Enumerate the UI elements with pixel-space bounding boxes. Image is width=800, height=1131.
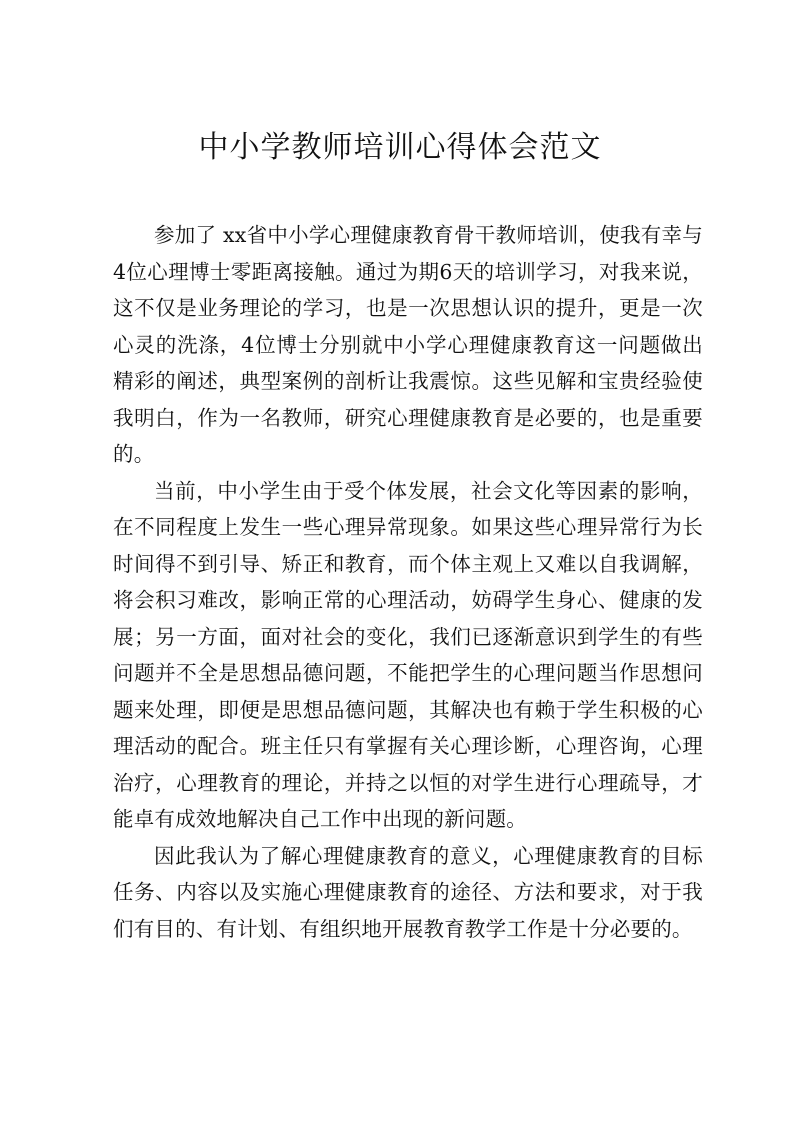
paragraph-2: 当前，中小学生由于受个体发展，社会文化等因素的影响，在不同程度上发生一些心理异常现象。如果这些心理异常行为长时间得不到引导、矫正和教育，而个体主观上又难以自我调解，将会积习难改，影响正常的心理活动，妨碍学生身心、健康的发展；另一方面，面对社会的变化，我们已逐渐意识到学生的有些问题并不全是思想品德问题，不能把学生的心理问题当作思想问题来处理，即便是思想品德问题，其解决也有赖于学生积极的心理活动的配合。班主任只有掌握有关心理诊断，心理咨询，心理治疗，心理教育的理论，并持之以恒的对学生进行心理疏导，才能卓有成效地解决自己工作中出现的新问题。: [113, 478, 703, 831]
paragraph-3: 因此我认为了解心理健康教育的意义，心理健康教育的目标任务、内容以及实施心理健康教育的途径、方法和要求，对于我们有目的、有计划、有组织地开展教育教学工作是十分必要的。: [113, 843, 703, 941]
paragraph-1: 参加了 xx省中小学心理健康教育骨干教师培训，使我有幸与4位心理博士零距离接触。通过为期6天的培训学习，对我来说，这不仅是业务理论的学习，也是一次思想认识的提升，更是一次心灵的洗涤，4位博士分别就中小学心理健康教育这一问题做出精彩的阐述，典型案例的剖析让我震惊。这些见解和宝贵经验使我明白，作为一名教师，研究心理健康教育是必要的，也是重要的。: [113, 223, 703, 466]
page-title: 中小学教师培训心得体会范文: [198, 130, 602, 165]
document-body: [113, 217, 703, 947]
